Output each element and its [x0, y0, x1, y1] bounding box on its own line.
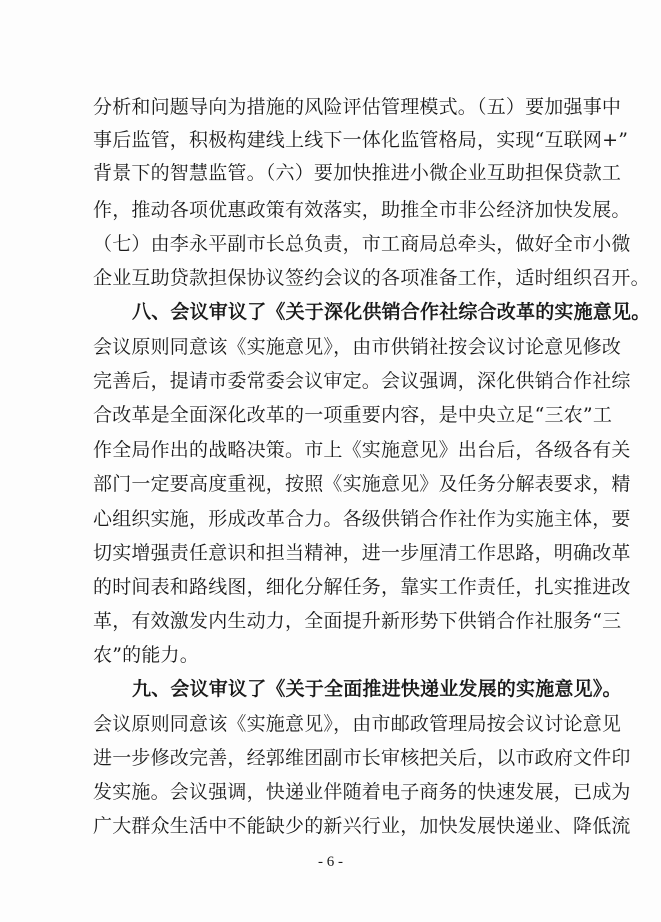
text-line: 革，有效激发内生动力，全面提升新形势下供销合作社服务“三: [93, 610, 622, 632]
text-line: 分析和问题导向为措施的风险评估管理模式。（五）要加强事中: [93, 96, 622, 118]
page-number: - 6 -: [318, 854, 343, 870]
text-line: 部门一定要高度重视，按照《实施意见》及任务分解表要求，精: [93, 473, 631, 495]
text-line: 会议原则同意该《实施意见》，由市邮政管理局按会议讨论意见: [93, 713, 622, 735]
text-line: 背景下的智慧监管。（六）要加快推进小微企业互助担保贷款工: [93, 162, 622, 184]
text-line: 事后监管，积极构建线上线下一体化监管格局，实现“互联网+”: [93, 129, 629, 151]
text-line: 发实施。会议强调，快递业伴随着电子商务的快速发展，已成为: [93, 781, 631, 803]
text-line: 心组织实施，形成改革合力。各级供销合作社作为实施主体，要: [93, 508, 631, 530]
text-line: 会议原则同意该《实施意见》，由市供销社按会议讨论意见修改: [93, 336, 622, 358]
text-line: 合改革是全面深化改革的一项重要内容，是中央立足“三农”工: [93, 404, 613, 426]
text-line: 进一步修改完善，经郭维团副市长审核把关后，以市政府文件印: [93, 747, 631, 769]
section-heading-8: 八、会议审议了《关于深化供销合作社综合改革的实施意见。: [132, 301, 651, 323]
text-line: 企业互助贷款担保协议签约会议的各项准备工作，适时组织召开。: [93, 267, 650, 289]
text-line: 作，推动各项优惠政策有效落实，助推全市非公经济加快发展。: [93, 199, 631, 221]
section-heading-9: 九、会议审议了《关于全面推进快递业发展的实施意见》。: [132, 678, 622, 700]
text-line: 广大群众生活中不能缺少的新兴行业，加快发展快递业、降低流: [93, 815, 631, 837]
text-line: 切实增强责任意识和担当精神，进一步厘清工作思路，明确改革: [93, 542, 631, 564]
text-line: 的时间表和路线图，细化分解任务，靠实工作责任，扎实推进改: [93, 576, 631, 598]
text-line: 完善后，提请市委常委会议审定。会议强调，深化供销合作社综: [93, 370, 631, 392]
text-line: （七）由李永平副市长总负责，市工商局总牵头，做好全市小微: [93, 233, 631, 255]
text-line: 农”的能力。: [93, 644, 199, 666]
text-line: 作全局作出的战略决策。市上《实施意见》出台后，各级各有关: [93, 439, 631, 461]
